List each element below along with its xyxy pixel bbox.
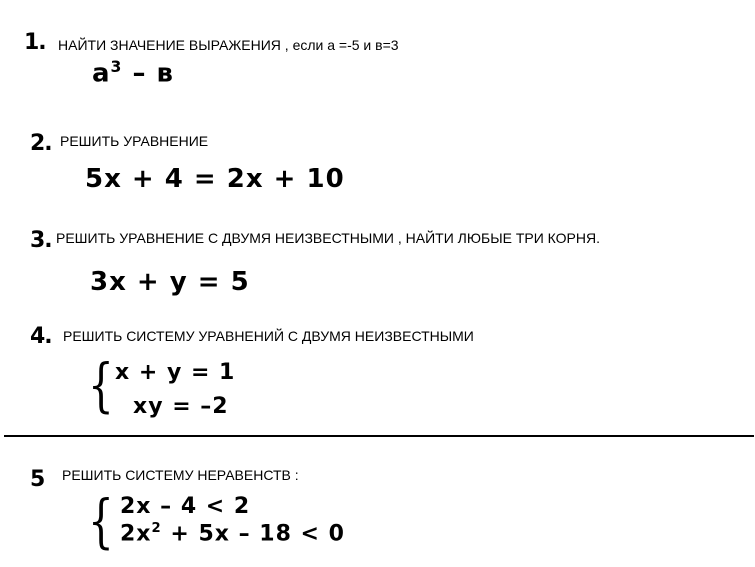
expr-part: + 5x – 18 < 0 [170, 521, 345, 547]
task-2-text: РЕШИТЬ УРАВНЕНИЕ [60, 133, 209, 149]
expr-base: a [92, 58, 111, 89]
task-2-equation: 5x + 4 = 2x + 10 [85, 164, 345, 194]
task-1-text: НАЙТИ ЗНАЧЕНИЕ ВЫРАЖЕНИЯ , если а =-5 и в=3 [58, 37, 399, 53]
task-1-number: 1. [24, 30, 46, 55]
task-4-system-line-1: x + y = 1 [115, 360, 236, 385]
system-brace-icon: { [88, 351, 114, 419]
task-3-text: РЕШИТЬ УРАВНЕНИЕ С ДВУМЯ НЕИЗВЕСТНЫМИ , НАЙТИ ЛЮБЫЕ ТРИ КОРНЯ. [56, 230, 600, 246]
expr-rest: – в [132, 58, 174, 89]
task-5-system-line-1: 2x – 4 < 2 [120, 494, 251, 519]
task-1-expression [92, 58, 174, 89]
task-5-number: 5 [30, 467, 45, 492]
task-4-text: РЕШИТЬ СИСТЕМУ УРАВНЕНИЙ С ДВУМЯ НЕИЗВЕСТНЫМИ [63, 328, 474, 344]
task-5-system-line-2 [120, 521, 345, 546]
task-3-equation: 3x + y = 5 [90, 267, 250, 297]
task-5-text: РЕШИТЬ СИСТЕМУ НЕРАВЕНСТВ : [62, 467, 299, 483]
expr-exponent: 2 [151, 521, 162, 536]
task-3-number: 3. [30, 228, 52, 253]
task-2-number: 2. [30, 131, 52, 156]
expr-exponent: 3 [110, 58, 123, 76]
task-4-number: 4. [30, 324, 52, 349]
divider-line [4, 435, 754, 437]
task-4-system-line-2: xy = –2 [133, 394, 229, 419]
system-brace-icon: { [88, 487, 114, 555]
expr-part: 2x [120, 521, 152, 547]
